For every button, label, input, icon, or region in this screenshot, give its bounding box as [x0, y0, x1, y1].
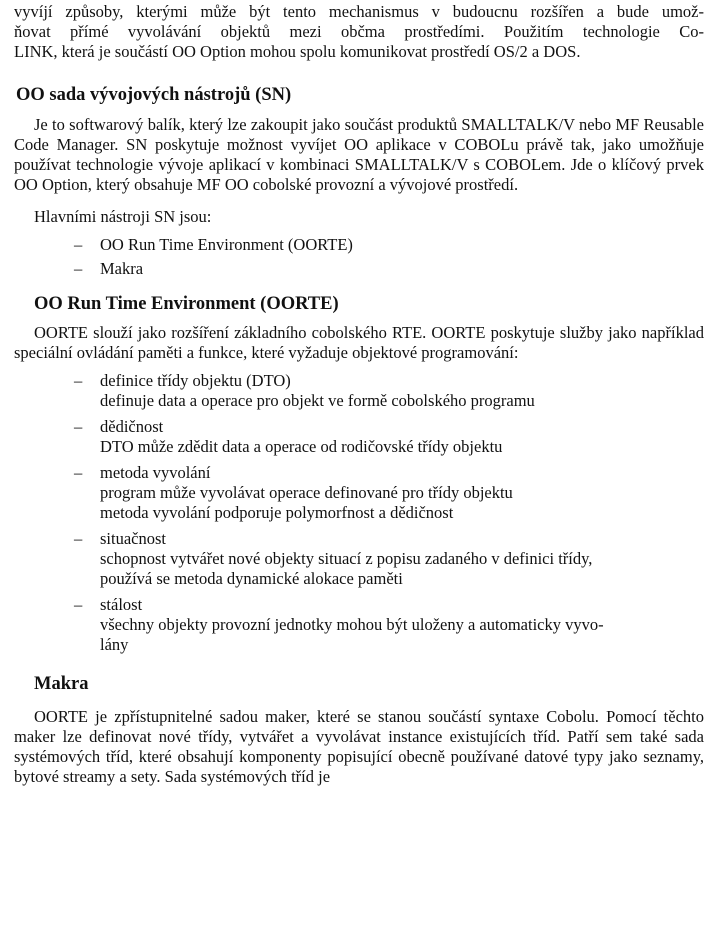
dash-bullet: – [74, 463, 83, 482]
list-item [74, 417, 704, 457]
feature-description: používá se metoda dynamické alokace paměti [100, 569, 403, 588]
sn-tools-lead: Hlavními nástroji SN jsou: [34, 207, 212, 226]
feature-description: lány [100, 635, 129, 654]
feature-term: situačnost [100, 529, 166, 548]
list-item [74, 595, 704, 655]
makra-paragraph: OORTE je zpřístupnitelné sadou maker, které se stanou součástí syntaxe Cobolu. Pomocí těchto maker lze definovat nové třídy, vytvářet a vyvolávat instance existujících tříd. Patří sem také sada systémových tříd, které obsahují komponenty popisující obecně používané datové typy jako seznamy, bytové streamy a sety. Sada systémových tříd je [14, 707, 704, 786]
feature-content [100, 417, 704, 457]
feature-description: program může vyvolávat operace definované pro třídy objektu [100, 483, 513, 502]
dash-bullet: – [74, 371, 83, 390]
list-item-text: Makra [100, 259, 144, 278]
dash-bullet: – [74, 529, 83, 548]
feature-description: DTO může zdědit data a operace od rodičovské třídy objektu [100, 437, 503, 456]
dash-bullet: – [74, 417, 83, 436]
feature-description: všechny objekty provozní jednotky mohou být uloženy a automaticky vyvo- [100, 615, 604, 634]
feature-content [100, 371, 704, 411]
sn-tools-list [14, 235, 704, 279]
feature-term: definice třídy objektu (DTO) [100, 371, 291, 390]
intro-line-3: LINK, která je součástí OO Option mohou spolu komunikovat prostředí OS/2 a DOS. [14, 42, 581, 61]
feature-term: dědičnost [100, 417, 164, 436]
sn-paragraph: Je to softwarový balík, který lze zakoupit jako součást produktů SMALLTALK/V nebo MF Reusable Code Manager. SN poskytuje možnost vyvíjet OO aplikace v COBOLu právě tak, jako umožňuje používat technologie vývoje aplikací v kombinaci SMALLTALK/V s COBOLem. Jde o klíčový prvek OO Option, který obsahuje MF OO cobolské provozní a vývojové prostředí. [14, 115, 704, 194]
section-heading-oorte: OO Run Time Environment (OORTE) [34, 294, 339, 314]
list-item [74, 529, 704, 589]
section-heading-makra: Makra [34, 674, 89, 694]
oorte-paragraph: OORTE slouží jako rozšíření základního cobolského RTE. OORTE poskytuje služby jako například speciální ovládání paměti a funkce, které vyžaduje objektové programování: [14, 323, 704, 362]
section-heading-sn: OO sada vývojových nástrojů (SN) [16, 85, 292, 105]
feature-content [100, 595, 704, 655]
feature-term: stálost [100, 595, 143, 614]
feature-term: metoda vyvolání [100, 463, 211, 482]
intro-line-2: ňovat přímé vyvolávání objektů mezi občma prostředími. Použitím technologie Co- [14, 22, 704, 41]
list-item [74, 463, 704, 523]
intro-paragraph [14, 2, 704, 62]
dash-bullet: – [74, 259, 83, 278]
feature-description: metoda vyvolání podporuje polymorfnost a dědičnost [100, 503, 454, 522]
feature-content [100, 529, 704, 589]
list-item [74, 235, 704, 255]
list-item [74, 259, 704, 279]
dash-bullet: – [74, 595, 83, 614]
oorte-features-list [14, 371, 704, 655]
list-item [74, 371, 704, 411]
feature-content [100, 463, 704, 523]
dash-bullet: – [74, 235, 83, 254]
feature-description: definuje data a operace pro objekt ve formě cobolského programu [100, 391, 535, 410]
intro-line-1: vyvíjí způsoby, kterými může být tento mechanismus v budoucnu rozšířen a bude umož- [14, 2, 704, 21]
list-item-text: OO Run Time Environment (OORTE) [100, 235, 353, 254]
feature-description: schopnost vytvářet nové objekty situací z popisu zadaného v definici třídy, [100, 549, 593, 568]
